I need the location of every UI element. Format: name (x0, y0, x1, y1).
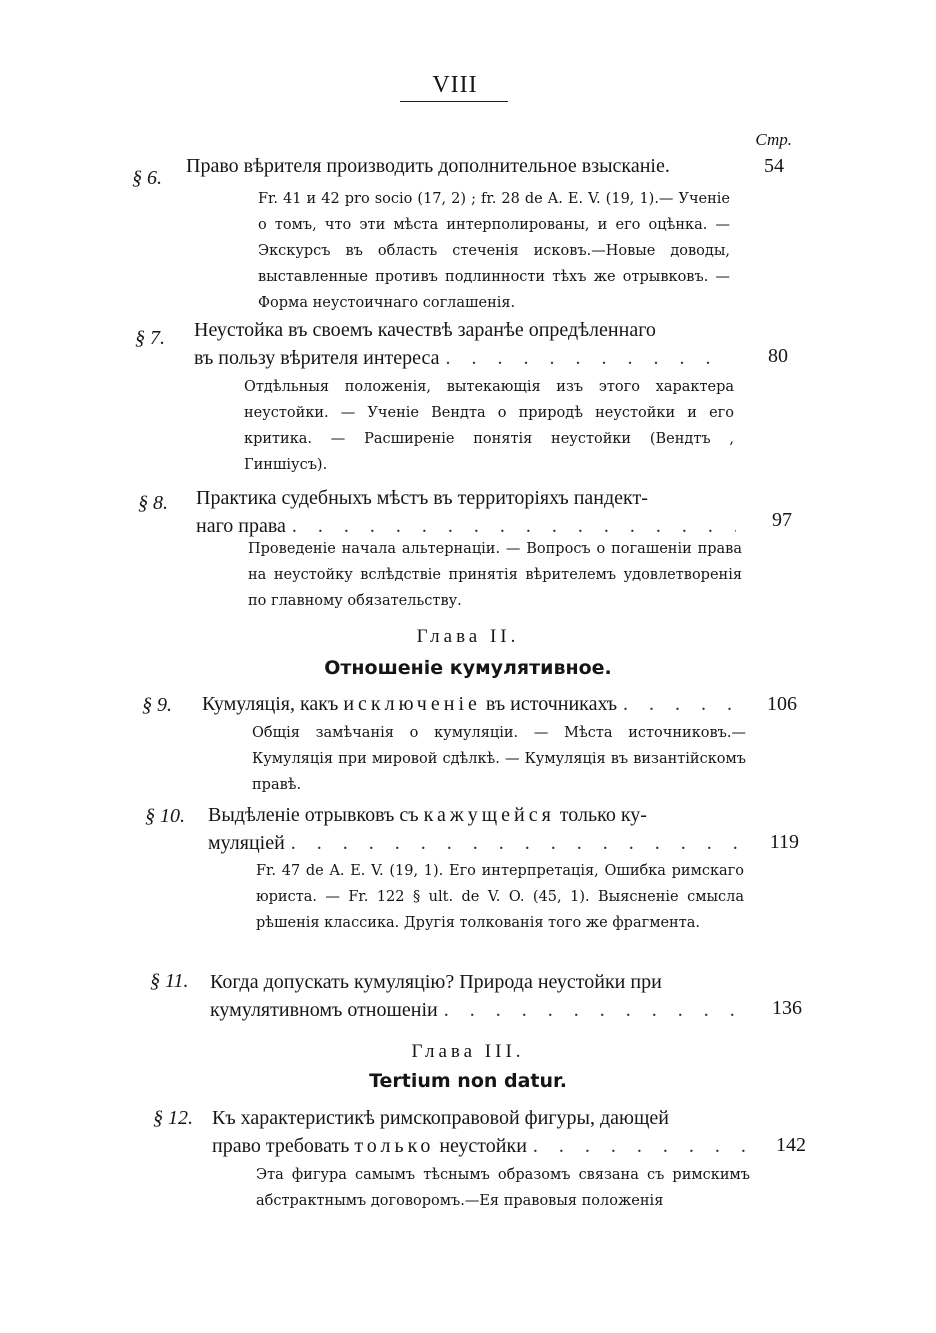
section-title-line: кумулятивномъ отношеніи (210, 999, 438, 1021)
section-title (208, 801, 744, 857)
page-number: VIII (432, 72, 478, 98)
section-description: Fr. 47 de A. E. V. (19, 1). Его интерпретація, Ошибка римскаго юриста. — Fr. 122 § ult. de V. O. (45, 1). Выясненіе смысла рѣшенія классика. Другія толкованія того же фрагмента. (256, 863, 744, 931)
chapter-label: Глава II. (416, 626, 520, 647)
section-page: 54 (764, 155, 784, 177)
section-mark: § 9. (142, 694, 172, 716)
section-title-line: муляціей (208, 832, 285, 854)
section-title-part: неустойки (439, 1135, 527, 1157)
section-page: 136 (772, 997, 802, 1019)
section-mark: § 8. (138, 492, 168, 514)
dot-leader (527, 1132, 750, 1160)
section-description: Общія замѣчанія о кумуляціи. — Мѣста источниковъ.— Кумуляція при мировой сдѣлкѣ. — Кумуляція въ византійскомъ правѣ. (252, 725, 746, 793)
section-title (210, 968, 746, 1024)
section-description: Отдѣльныя положенія, вытекающія изъ этого характера неустойки. — Ученіе Вендта о природѣ неустойки и его критика. — Расширеніе понятія неустойки (Вендтъ , Гиншіусъ). (244, 379, 734, 473)
section-title-part: Выдѣленіе отрывковъ съ (208, 804, 419, 826)
section-description: Эта фигура самымъ тѣснымъ образомъ связана съ римскимъ абстрактнымъ договоромъ.—Ея правовыя положенія (256, 1167, 750, 1209)
section-mark: § 10. (145, 805, 185, 827)
section-page: 106 (767, 693, 797, 715)
section-title (202, 690, 746, 718)
section-page: 97 (772, 509, 792, 531)
dot-leader (617, 690, 746, 718)
chapter-title: Отношеніе кумулятивное. (324, 657, 612, 679)
section-title-part: въ источникахъ (485, 693, 618, 715)
section-title-line: Право вѣрителя производить дополнительное взысканіе. (186, 155, 670, 177)
section-title (194, 316, 730, 372)
section-title (212, 1104, 750, 1160)
section-title-line: въ пользу вѣрителя интереса (194, 347, 440, 369)
section-title-emphasis: исключеніе (343, 693, 481, 715)
dot-leader (440, 344, 730, 372)
page-column-heading: Стр. (755, 130, 792, 149)
section-description: Fr. 41 и 42 pro socio (17, 2) ; fr. 28 de A. E. V. (19, 1).— Ученіе о томъ, что эти мѣста интерполированы, и его оцѣнка. — Экскурсъ въ область стеченія исковъ.—Новые доводы, выставленные противъ подлинности тѣхъ же отрывковъ. — Форма неустоичнаго соглашенія. (258, 191, 730, 311)
section-title (196, 484, 736, 540)
dot-leader (285, 829, 744, 857)
section-mark: § 11. (150, 970, 189, 992)
chapter-label: Глава III. (411, 1041, 525, 1062)
section-page: 119 (769, 831, 799, 853)
section-page: 142 (776, 1134, 806, 1156)
section-mark: § 6. (132, 167, 162, 189)
section-description: Проведеніе начала альтернаціи. — Вопросъ о погашеніи права на неустойку вслѣдствіе принятія вѣрителемъ удовлетворенія по главному обязательству. (248, 541, 742, 609)
section-title-part: только ку- (559, 804, 647, 826)
chapter-title: Tertium non datur. (369, 1070, 567, 1092)
section-title-line: Когда допускать кумуляцію? Природа неустойки при (210, 971, 662, 993)
section-title-line: Неустойка въ своемъ качествѣ заранѣе опредѣленнаго (194, 319, 656, 341)
header-rule (400, 101, 508, 102)
section-title (186, 152, 736, 180)
section-title-line: Къ характеристикѣ римскоправовой фигуры, дающей (212, 1107, 669, 1129)
section-page: 80 (768, 345, 788, 367)
section-title-part: право требовать (212, 1135, 350, 1157)
section-title-line: наго права (196, 515, 286, 537)
section-title-emphasis: кажущейся (423, 804, 555, 826)
section-title-part: Кумуляція, какъ (202, 693, 339, 715)
section-title-emphasis: только (354, 1135, 435, 1157)
dot-leader (438, 996, 746, 1024)
section-mark: § 7. (135, 327, 165, 349)
section-mark: § 12. (153, 1107, 193, 1129)
section-title-line: Практика судебныхъ мѣстъ въ территоріяхъ пандект- (196, 487, 648, 509)
